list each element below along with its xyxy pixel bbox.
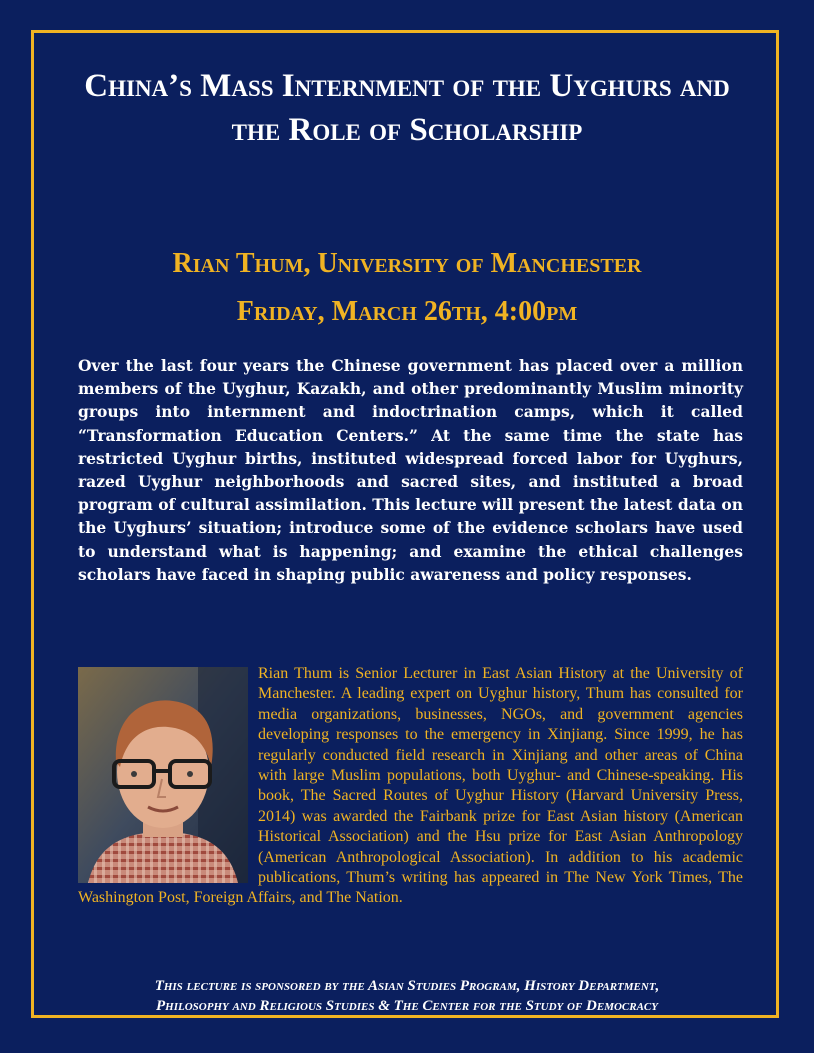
speaker-portrait-image — [78, 667, 248, 883]
speaker-bio-text: Rian Thum is Senior Lecturer in East Asian History at the University of Manchester. A leading expert on Uyghur history, Thum has consulted for media organizations, businesses, NGOs, and government agencies developing responses to the emergency in Xinjiang. Since 1999, he has regularly conducted field research in Xinjiang and other areas of China with large Muslim populations, both Uyghur- and Chinese-speaking. His book, The Sacred Routes of Uyghur History (Harvard University Press, 2014) was awarded the Fairbank prize for East Asian history (American Historical Association) and the Hsu prize for East Asian Anthropology (American Anthropological Association). In addition to his academic publications, Thum’s writing has appeared in The New York Times, The Washington Post, Foreign Affairs, and The Nation. — [78, 665, 743, 907]
speaker-line: Rian Thum, University of Manchester — [172, 248, 642, 279]
sponsor-line-1: This lecture is sponsored by the Asian Studies Program, History Department, — [154, 978, 660, 994]
event-title: China’s Mass Internment of the Uyghurs and the Role of Scholarship — [84, 68, 730, 148]
event-date: Friday, March 26th, 4:00pm — [236, 296, 578, 327]
speaker-bio-section — [78, 664, 743, 909]
lecture-abstract: Over the last four years the Chinese government has placed over a million members of the Uyghur, Kazakh, and other predominantly Muslim minority groups into internment and indoctrination camps, which it called “Transformation Education Centers.” At the same time the state has restricted Uyghur births, instituted widespread forced labor for Uyghurs, razed Uyghur neighborhoods and sacred sites, and instituted a broad program of cultural assimilation. This lecture will present the latest data on the Uyghurs’ situation; introduce some of the evidence scholars have used to understand what is happening; and examine the ethical challenges scholars have faced in shaping public awareness and policy responses. — [78, 356, 743, 584]
sponsor-line-2: Philosophy and Religious Studies & The Center for the Study of Democracy — [156, 998, 658, 1014]
speaker-photo — [78, 667, 248, 883]
sponsor-note — [60, 976, 754, 1016]
